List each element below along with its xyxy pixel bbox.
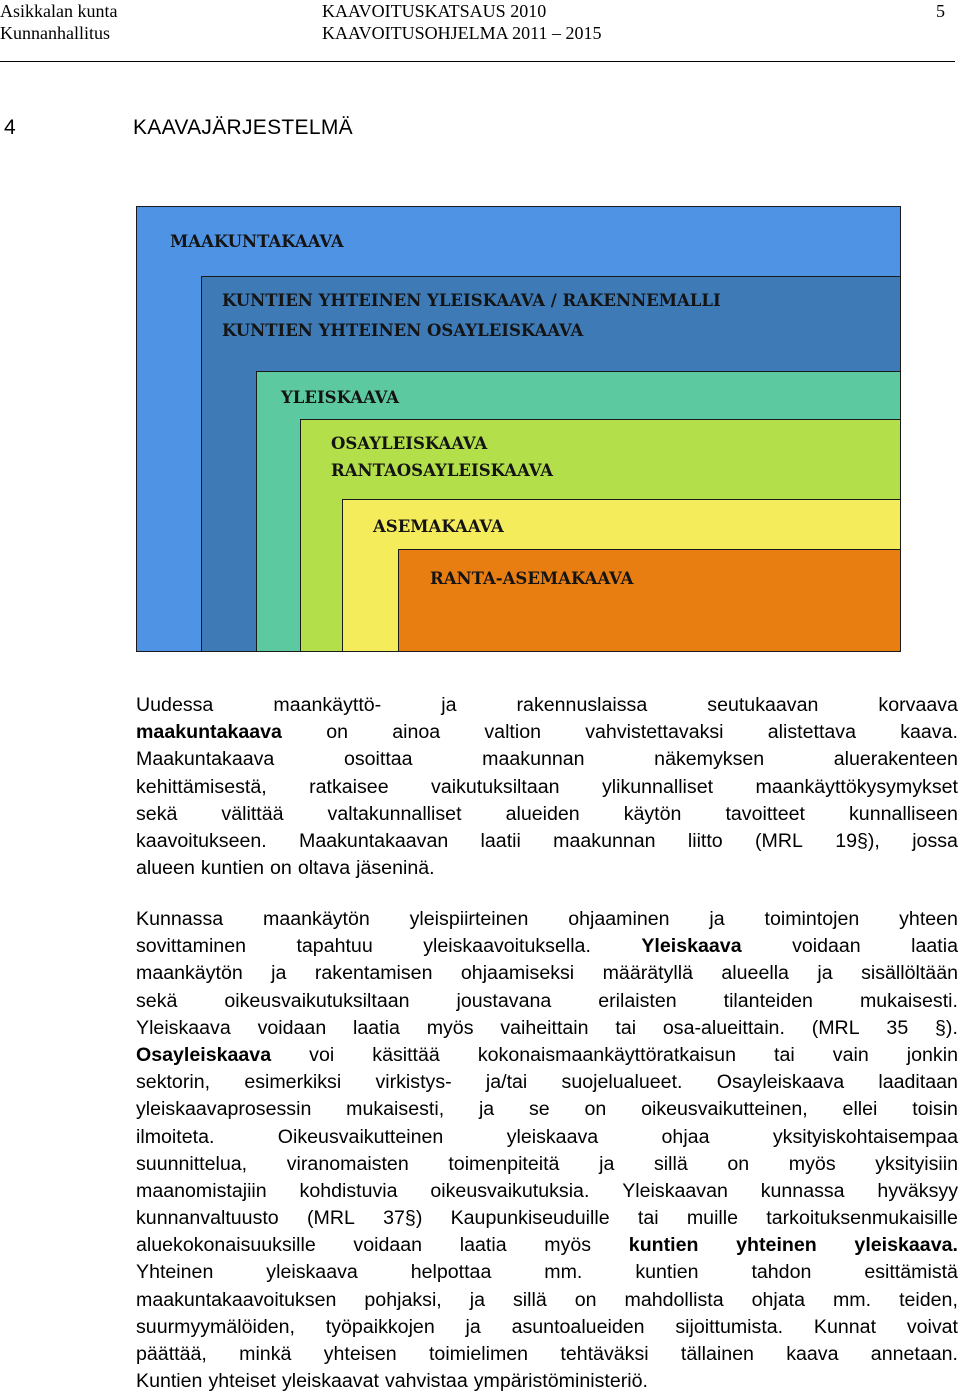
label-yleiskaava: YLEISKAAVA [281, 388, 399, 407]
section-number: 4 [4, 116, 16, 139]
box-ranta-asemakaava [398, 549, 901, 652]
text-line: suurmyymälöiden, työpaikkojen ja asuntoalueiden sijoittumista. Kunnat voivat [136, 1315, 958, 1338]
text-line: kehittämisestä, ratkaisee vaikutuksiltaan ylikunnalliset maankäyttökysymykset [136, 775, 958, 798]
header-program-title: KAAVOITUSOHJELMA 2011 – 2015 [322, 23, 602, 43]
text-line: Yleiskaava voidaan laatia myös vaiheittain tai osa-alueittain. (MRL 35 §). [136, 1016, 958, 1039]
header-review-title: KAAVOITUSKATSAUS 2010 [322, 1, 547, 21]
planning-hierarchy-diagram [0, 0, 960, 660]
label-ranta-asemakaava: RANTA-ASEMAKAAVA [430, 569, 634, 588]
text-line: päättää, minkä yhteisen toimielimen tehtäväksi tällainen kaava annetaan. [136, 1343, 958, 1365]
text-line: sekä oikeusvaikutuksiltaan joustavana erilaisten tilanteiden mukaisesti. [136, 989, 958, 1012]
text-line: sektorin, esimerkiksi virkistys- ja/tai suojelualueet. Osayleiskaava laaditaan [136, 1071, 958, 1094]
section-title: KAAVAJÄRJESTELMÄ [133, 116, 353, 139]
paragraph-maakuntakaava [136, 692, 958, 882]
text-line: suunnittelua, viranomaisten toimenpiteitä ja sillä on myös yksityisiin [136, 1152, 958, 1175]
text-line: kaavoitukseen. Maakuntakaavan laatii maakunnan liitto (MRL 19§), jossa [136, 829, 958, 852]
page-number: 5 [936, 1, 945, 21]
label-kuntien-yhteinen-yleiskaava: KUNTIEN YHTEINEN YLEISKAAVA / RAKENNEMALLI [222, 291, 721, 310]
label-kuntien-yhteinen-osayleiskaava: KUNTIEN YHTEINEN OSAYLEISKAAVA [222, 321, 584, 340]
label-asemakaava: ASEMAKAAVA [373, 517, 504, 536]
text-line: alueen kuntien on oltava jäseninä. [136, 857, 435, 880]
text-line: Yhteinen yleiskaava helpottaa mm. kuntien tahdon esittämistä [136, 1261, 958, 1284]
text-line: kunnanvaltuusto (MRL 37§) Kaupunkiseuduille tai muille tarkoituksenmukaisille [136, 1207, 958, 1230]
text-line: maankäytön ja rakentamisen ohjaamiseksi määrätyllä alueella ja sisällöltään [136, 962, 958, 985]
text-line: Uudessa maankäyttö- ja rakennuslaissa seutukaavan korvaava [136, 694, 958, 716]
text-line: maakuntakaavoituksen pohjaksi, ja sillä on mahdollista ohjata mm. teiden, [136, 1288, 958, 1311]
label-rantaosayleiskaava: RANTAOSAYLEISKAAVA [331, 461, 554, 480]
label-maakuntakaava: MAAKUNTAKAAVA [170, 232, 344, 251]
header-body: Kunnanhallitus [0, 23, 110, 43]
text-line: aluekokonaisuuksille voidaan laatia myös kuntien yhteinen yleiskaava. [136, 1234, 958, 1257]
header-municipality: Asikkalan kunta [0, 1, 118, 21]
text-line: maakuntakaava on ainoa valtion vahvistettavaksi alistettava kaava. [136, 721, 958, 744]
text-line: ilmoiteta. Oikeusvaikutteinen yleiskaava ohjaa yksityiskohtaisempaa [136, 1125, 958, 1148]
text-line: Maakuntakaava osoittaa maakunnan näkemyksen aluerakenteen [136, 748, 958, 771]
text-line: sekä välittää valtakunnalliset alueiden käytön tavoitteet kunnalliseen [136, 802, 958, 825]
text-line: Kunnassa maankäytön yleispiirteinen ohjaaminen ja toimintojen yhteen [136, 908, 958, 930]
paragraph-yleiskaava [136, 906, 958, 1395]
label-osayleiskaava: OSAYLEISKAAVA [331, 434, 488, 453]
text-line: Osayleiskaava voi käsittää kokonaismaankäyttöratkaisun tai vain jonkin [136, 1043, 958, 1066]
text-line: maanomistajiin kohdistuvia oikeusvaikutuksia. Yleiskaavan kunnassa hyväksyy [136, 1179, 958, 1202]
text-line: yleiskaavaprosessin mukaisesti, ja se on oikeusvaikutteinen, ellei toisin [136, 1098, 958, 1121]
text-line: Kuntien yhteiset yleiskaavat vahvistaa ympäristöministeriö. [136, 1370, 648, 1393]
text-line: sovittaminen tapahtuu yleiskaavoituksella. Yleiskaava voidaan laatia [136, 935, 958, 958]
